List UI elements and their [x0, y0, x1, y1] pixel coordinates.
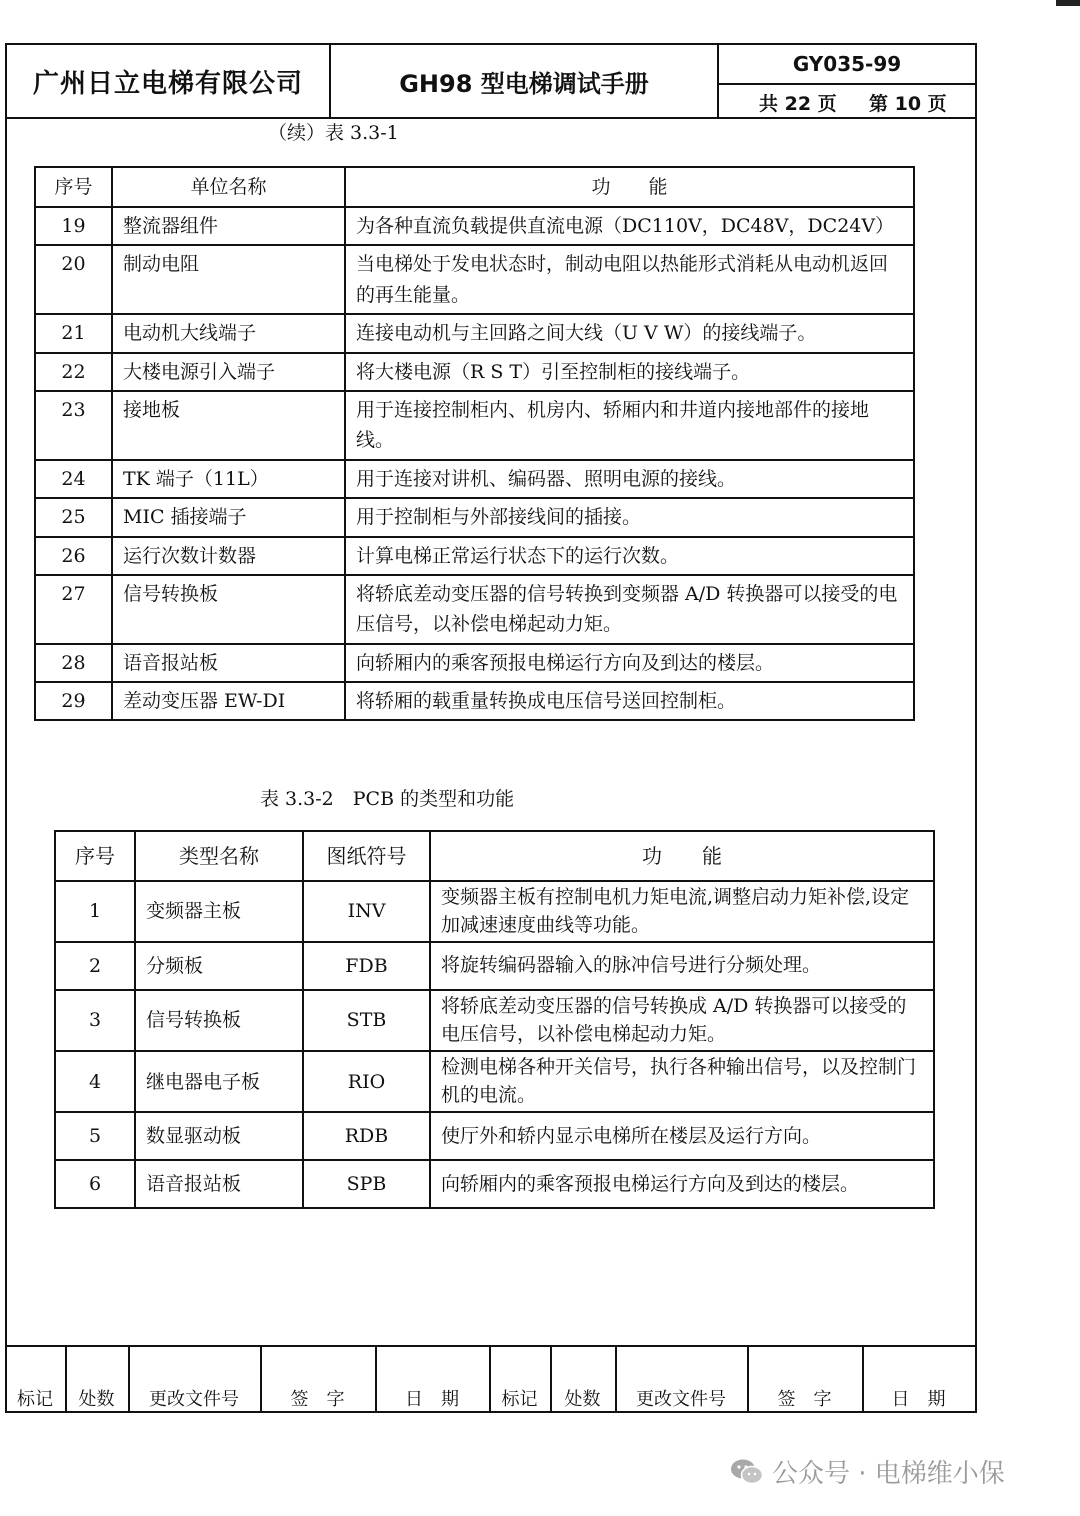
unit-function-table: [34, 166, 915, 721]
watermark: [730, 1453, 1005, 1490]
revision-label: 标记: [17, 1389, 53, 1410]
unit-name: 接地板: [112, 391, 345, 460]
row-number: 19: [35, 207, 112, 245]
unit-name: TK 端子（11L）: [112, 460, 345, 498]
revision-label: 更改文件号: [149, 1389, 239, 1410]
row-number: 22: [35, 353, 112, 391]
row-number: 6: [55, 1160, 135, 1208]
pcb-type-name: 信号转换板: [135, 990, 303, 1051]
revision-block: [5, 1345, 977, 1413]
row-number: 1: [55, 881, 135, 942]
unit-function: 连接电动机与主回路之间大线（U V W）的接线端子。: [345, 314, 914, 352]
col-header-no: 序号: [35, 167, 112, 207]
row-number: 3: [55, 990, 135, 1051]
revision-label: 处数: [564, 1389, 601, 1410]
page-edge-mark: [1056, 0, 1080, 6]
row-number: 27: [35, 575, 112, 644]
table1-caption: （续）表 3.3-1: [268, 122, 399, 144]
unit-function: 计算电梯正常运行状态下的运行次数。: [345, 537, 914, 575]
pcb-type-name: 数显驱动板: [135, 1112, 303, 1160]
row-number: 26: [35, 537, 112, 575]
revision-label: 签 字: [290, 1389, 345, 1410]
col-header-type: 类型名称: [135, 831, 303, 881]
company-name: 广州日立电梯有限公司: [7, 45, 331, 117]
unit-function: 为各种直流负载提供直流电源（DC110V，DC48V，DC24V）: [345, 207, 914, 245]
row-number: 24: [35, 460, 112, 498]
table-row: [55, 990, 934, 1051]
revision-label: 日 期: [405, 1389, 459, 1410]
drawing-symbol: RDB: [303, 1112, 430, 1160]
table-row: [35, 245, 914, 314]
revision-label: 处数: [78, 1389, 115, 1410]
unit-name: 电动机大线端子: [112, 314, 345, 352]
unit-function: 将大楼电源（R S T）引至控制柜的接线端子。: [345, 353, 914, 391]
total-pages: 共 22 页: [759, 93, 837, 115]
table-row: [55, 1160, 934, 1208]
row-number: 25: [35, 498, 112, 536]
table-row: [35, 537, 914, 575]
drawing-symbol: FDB: [303, 942, 430, 990]
unit-name: 制动电阻: [112, 245, 345, 314]
page-info: [719, 85, 975, 117]
pcb-function: 将旋转编码器输入的脉冲信号进行分频处理。: [430, 942, 934, 990]
table-row: [35, 314, 914, 352]
revision-label: 更改文件号: [636, 1389, 726, 1410]
pcb-function: 变频器主板有控制电机力矩电流,调整启动力矩补偿,设定加减速速度曲线等功能。: [430, 881, 934, 942]
revision-blank-row: [5, 1345, 977, 1379]
col-header-function: 功 能: [345, 167, 914, 207]
pcb-function: 检测电梯各种开关信号，执行各种输出信号，以及控制门机的电流。: [430, 1051, 934, 1112]
row-number: 20: [35, 245, 112, 314]
table-row: [35, 682, 914, 720]
unit-name: 运行次数计数器: [112, 537, 345, 575]
revision-label: 日 期: [891, 1389, 946, 1410]
pcb-type-name: 语音报站板: [135, 1160, 303, 1208]
wechat-icon: [730, 1458, 764, 1486]
col-header-name: 单位名称: [112, 167, 345, 207]
table-header-row: [35, 167, 914, 207]
unit-function: 用于连接控制柜内、机房内、轿厢内和井道内接地部件的接地线。: [345, 391, 914, 460]
watermark-text: 公众号 · 电梯维小保: [772, 1459, 1005, 1489]
manual-title: GH98 型电梯调试手册: [331, 45, 719, 117]
table-row: [55, 942, 934, 990]
revision-label: 标记: [501, 1389, 538, 1410]
table-row: [55, 881, 934, 942]
pcb-function: 使厅外和轿内显示电梯所在楼层及运行方向。: [430, 1112, 934, 1160]
row-number: 4: [55, 1051, 135, 1112]
pcb-type-name: 继电器电子板: [135, 1051, 303, 1112]
row-number: 2: [55, 942, 135, 990]
page-number: 第 10 页: [869, 93, 947, 115]
drawing-symbol: INV: [303, 881, 430, 942]
col-header-function: 功 能: [430, 831, 934, 881]
unit-name: 差动变压器 EW-DI: [112, 682, 345, 720]
table-row: [35, 207, 914, 245]
revision-label: 签 字: [777, 1389, 832, 1410]
title-block: [7, 45, 975, 119]
document-code: GY035-99: [719, 45, 975, 85]
pcb-type-name: 变频器主板: [135, 881, 303, 942]
pcb-type-name: 分频板: [135, 942, 303, 990]
unit-name: 信号转换板: [112, 575, 345, 644]
unit-name: MIC 插接端子: [112, 498, 345, 536]
col-header-symbol: 图纸符号: [303, 831, 430, 881]
row-number: 5: [55, 1112, 135, 1160]
row-number: 29: [35, 682, 112, 720]
unit-function: 当电梯处于发电状态时，制动电阻以热能形式消耗从电动机返回的再生能量。: [345, 245, 914, 314]
unit-function: 向轿厢内的乘客预报电梯运行方向及到达的楼层。: [345, 644, 914, 682]
table-header-row: [55, 831, 934, 881]
unit-function: 用于控制柜与外部接线间的插接。: [345, 498, 914, 536]
drawing-symbol: RIO: [303, 1051, 430, 1112]
unit-name: 整流器组件: [112, 207, 345, 245]
pcb-type-table: [54, 830, 935, 1209]
table-row: [35, 353, 914, 391]
unit-function: 将轿厢的载重量转换成电压信号送回控制柜。: [345, 682, 914, 720]
table-row: [35, 391, 914, 460]
col-header-no: 序号: [55, 831, 135, 881]
drawing-symbol: SPB: [303, 1160, 430, 1208]
row-number: 21: [35, 314, 112, 352]
drawing-symbol: STB: [303, 990, 430, 1051]
table-row: [55, 1051, 934, 1112]
table-row: [35, 644, 914, 682]
pcb-function: 向轿厢内的乘客预报电梯运行方向及到达的楼层。: [430, 1160, 934, 1208]
unit-name: 大楼电源引入端子: [112, 353, 345, 391]
unit-function: 将轿底差动变压器的信号转换到变频器 A/D 转换器可以接受的电压信号，以补偿电梯起动力矩。: [345, 575, 914, 644]
unit-name: 语音报站板: [112, 644, 345, 682]
pcb-function: 将轿底差动变压器的信号转换成 A/D 转换器可以接受的电压信号，以补偿电梯起动力矩。: [430, 990, 934, 1051]
table-row: [35, 498, 914, 536]
unit-function: 用于连接对讲机、编码器、照明电源的接线。: [345, 460, 914, 498]
table-row: [35, 460, 914, 498]
table-row: [35, 575, 914, 644]
row-number: 28: [35, 644, 112, 682]
table-row: [55, 1112, 934, 1160]
table2-caption: 表 3.3-2 PCB 的类型和功能: [260, 788, 515, 810]
row-number: 23: [35, 391, 112, 460]
